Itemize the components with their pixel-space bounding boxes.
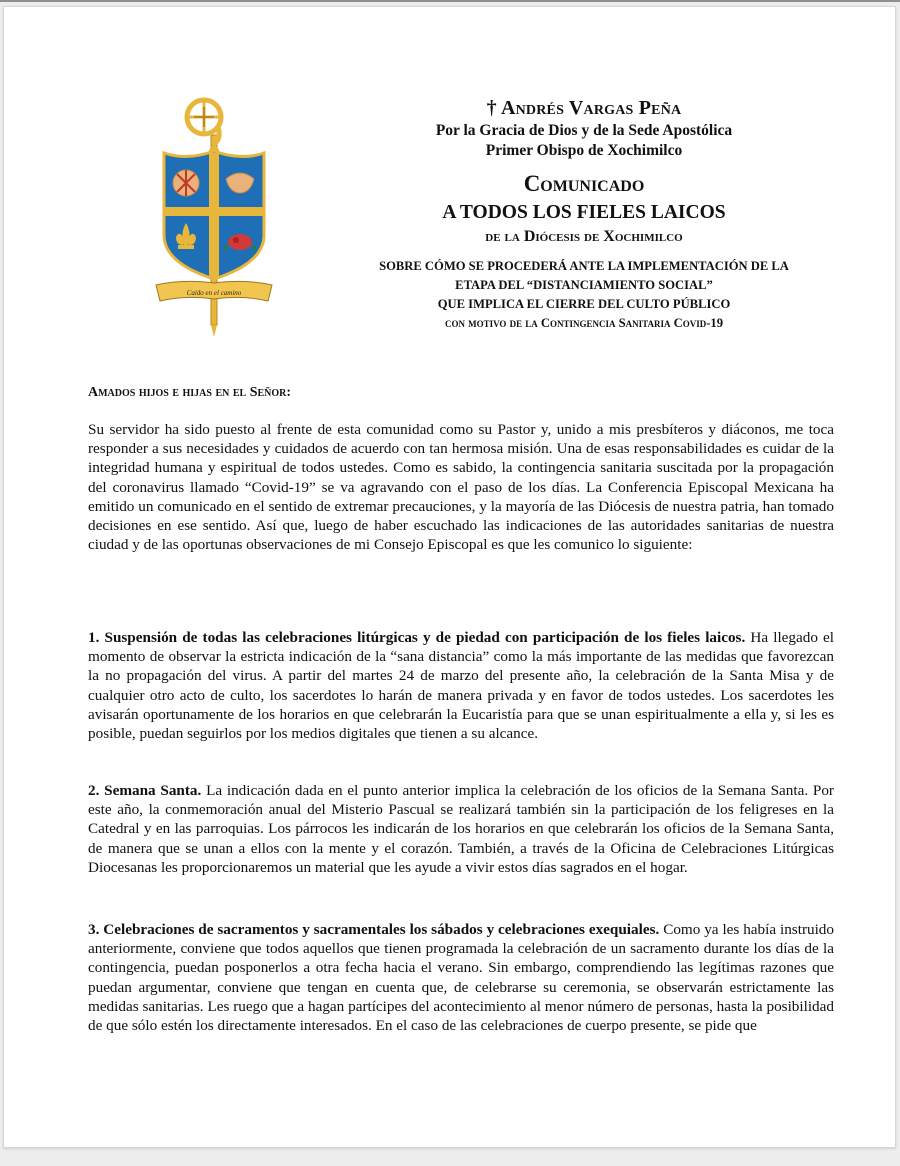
document-subtitle-2: de la Diócesis de Xochimilco <box>485 228 683 245</box>
subject-block <box>334 257 834 333</box>
letterhead <box>334 95 834 333</box>
greeting: Amados hijos e hijas en el Señor: <box>88 385 292 400</box>
top-edge <box>0 0 900 2</box>
point-3-paragraph <box>88 920 834 1035</box>
subject-line: con motivo de la Contingencia Sanitaria Covid-19 <box>444 316 724 330</box>
subject-line: ETAPA DEL “DISTANCIAMIENTO SOCIAL” <box>455 278 713 292</box>
point-text: La indicación dada en el punto anterior implica la celebración de los oficios de la Semana Santa. Por este año, la conmemoración anual del Misterio Pascual se realizará también sin la participación de los feligreses en la Catedral y en las parroquias. Los párrocos les indicarán de los horarios en que celebrarán los oficios de la Semana Santa, de manera que se unan a ellos con la mente y el corazón. También, a través de la Oficina de Celebraciones Litúrgicas Diocesanas les proporcionaremos un material que les ayude a vivir estos días sagrados en el hogar. <box>88 782 834 876</box>
point-2-paragraph <box>88 781 834 877</box>
motto-text: Caído en el camino <box>186 289 242 297</box>
document-subtitle: A TODOS LOS FIELES LAICOS <box>442 202 726 223</box>
chi-rho-icon <box>173 170 199 196</box>
point-text: Como ya les había instruido anteriormente, conviene que todos aquellos que tienen programada la celebración de un sacramento durante los días de la contingencia, puedan posponerlos a otra fecha hacia el verano. Sin embargo, comprendiendo las legítimas razones que puedan argumentar, conviene que tengan en cuenta que, de celebrarse su ceremonia, se observarán estrictamente las medidas sanitarias. Les ruego que a hagan partícipes del acontecimiento al menor número de personas, hasta la posibilidad de que sólo estén los directamente interesados. En el caso de las celebraciones de cuerpo presente, se pide que <box>88 921 834 1035</box>
subject-line: QUE IMPLICA EL CIERRE DEL CULTO PÚBLICO <box>437 297 731 311</box>
point-heading: 1. Suspensión de todas las celebraciones litúrgicas y de piedad con participación de los fieles laicos. <box>88 629 746 646</box>
subject-line: SOBRE CÓMO SE PROCEDERÁ ANTE LA IMPLEMENTACIÓN DE LA <box>379 259 789 273</box>
intro-paragraph: Su servidor ha sido puesto al frente de esta comunidad como su Pastor y, unido a mis presbíteros y diáconos, me toca responder a sus necesidades y cuidados de acuerdo con tan hermosa misión. Una de esas responsabilidades es cuidar de la integridad humana y espiritual de todos ustedes. Como es sabido, la contingencia sanitaria suscitada por la propagación del coronavirus llamado “Covid-19” se va agravando con el paso de los días. La Conferencia Episcopal Mexicana ha emitido un comunicado en el sentido de extremar precauciones, y la mayoría de las Diócesis de nuestra patria, han tomado decisiones en ese sentido. Así que, luego de haber escuchado las indicaciones de las autoridades sanitarias de nuestra ciudad y de las oportunas observaciones de mi Consejo Episcopal es que les comunico lo siguiente: <box>88 421 834 554</box>
bishop-title-line-1: Por la Gracia de Dios y de la Sede Apostólica <box>435 122 733 139</box>
bishop-title-line-2: Primer Obispo de Xochimilco <box>485 142 683 159</box>
coat-of-arms-icon <box>152 95 276 337</box>
point-heading: 2. Semana Santa. <box>88 782 202 799</box>
point-text: Ha llegado el momento de observar la estricta indicación de la “sana distancia” como la más importante de las medidas que favorezcan la no propagación del virus. A partir del martes 24 de marzo del presente año, la celebración de la Santa Misa y de cualquier otro acto de culto, los sacerdotes lo harán de manera privada y en favor de todos ustedes. Los sacerdotes les avisarán oportunamente de los horarios en que celebrarán la Eucaristía para que se unan espiritualmente a ella y, si les es posible, puedan seguirlos por los medios digitales que tienen a su alcance. <box>88 629 835 743</box>
point-heading: 3. Celebraciones de sacramentos y sacramentales los sábados y celebraciones exequiales. <box>88 921 660 938</box>
bishop-name: † Andrés Vargas Peña <box>486 97 682 119</box>
document-page <box>3 6 896 1148</box>
point-1-paragraph <box>88 628 834 743</box>
document-title: Comunicado <box>523 171 645 196</box>
